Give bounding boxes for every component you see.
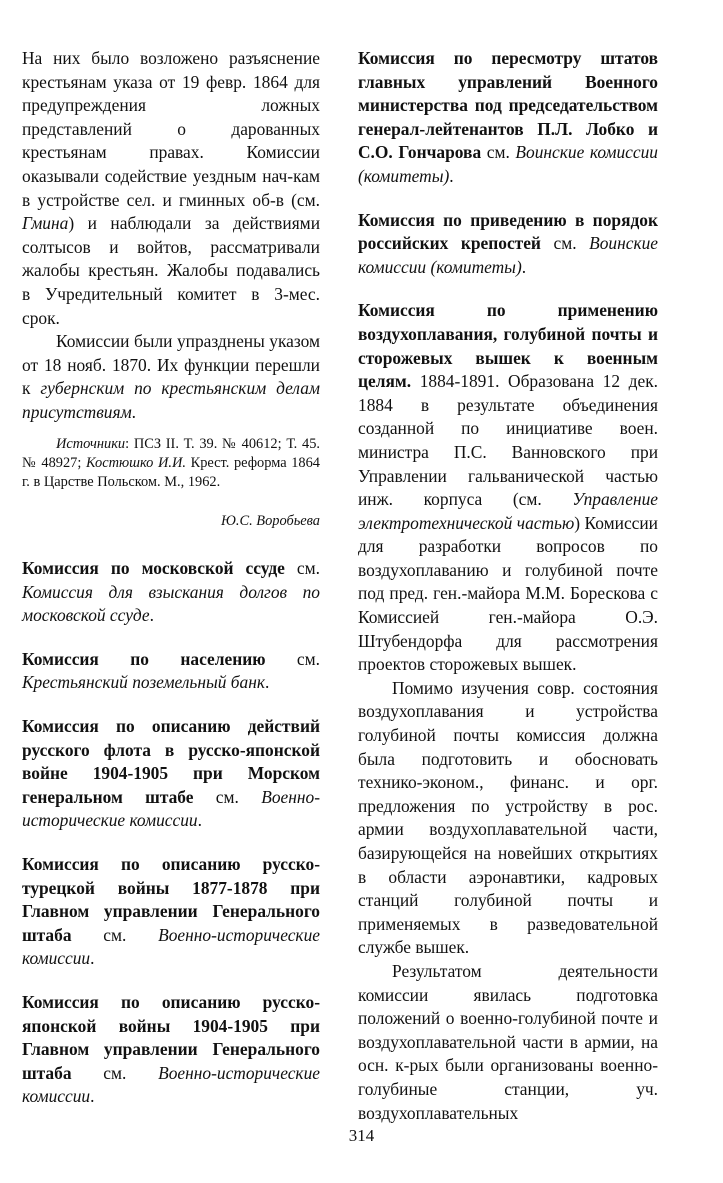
paragraph: Помимо изучения совр. состояния воздухоплавания и устройства голубиной почты комиссия должна была подготовить и обосновать технико-эконом., финанс. и орг. предложения по устройству в рос. армии воздухоплавательной части, базирующейся на новейших открытиях в области аэронавтики, кадровых станций голубиной почты и применяемых в разведовательной службе вышек.: [358, 677, 658, 958]
cross-reference: Воинские комиссии (комитеты): [358, 233, 658, 277]
cross-reference: Комиссия для взыскания долгов по московской ссуде: [22, 581, 320, 626]
cross-reference: губернским по крестьянским делам присутствиям: [22, 378, 320, 422]
paragraph: На них было возложено разъяснение крестьянам указа от 19 февр. 1864 для предупреждения ложных представлений о дарованных крестьянам правах. Комиссии оказывали содействие уездным нач-кам в устройстве сел. и гминных об-в (см. Гмина) и наблюдали за действиями солтысов и войтов, рассматривали жалобы крестьян. Жалобы подавались в Учредительный комитет в 3-мес. срок.: [22, 48, 320, 328]
entry-staff-revision: Комиссия по пересмотру штатов главных управлений Военного министерства под председательством генерал-лейтенантов П.Л. Лобко и С.О. Гончарова см. Воинские комиссии (комитеты).: [358, 48, 658, 186]
author-signature: Ю.С. Воробьева: [221, 512, 320, 529]
cross-reference: Воинские комиссии (комитеты): [358, 142, 658, 186]
cross-reference: Управление электротехнической частью: [358, 489, 658, 533]
cross-reference: Крестьянский поземельный банк: [22, 672, 265, 693]
paragraph: Результатом деятельности комиссии явилась подготовка положений о военно-голубиной почте и воздухоплавательной части в армии, на осн. к-рых были организованы военно-голубиные станции, уч. воздухоплавательных: [358, 960, 658, 1123]
left-column: [22, 47, 320, 1109]
sources-note: Источники: ПСЗ II. Т. 39. № 40612; Т. 45. № 48927; Костюшко И.И. Крест. реформа 1864 г. в Царстве Польском. М., 1962.: [22, 435, 320, 490]
entry-turkish-war: Комиссия по описанию русско-турецкой войны 1877-1878 при Главном управлении Генерального штаба см. Военно-исторические комиссии.: [22, 854, 320, 969]
cross-reference: Гмина: [22, 213, 69, 234]
entry-fortresses: Комиссия по приведению в порядок российских крепостей см. Воинские комиссии (комитеты).: [358, 209, 658, 277]
cross-reference: Военно-исторические комиссии: [22, 786, 320, 831]
entry-aeronautics: Комиссия по применению воздухоплавания, голубиной почты и сторожевых вышек к военным целям. 1884-1891. Образована 12 дек. 1884 в результате объединения созданной по инициативе воен. министра П.С. Ванновского при Управлении гальванической частью инж. корпуса (см. Управление электротехнической частью) Комиссии для разработки вопросов по воздухоплаванию и голубиной почте под пред. ген.-майора М.М. Борескова с Комиссией ген.-майора О.Э. Штубендорфа для рассмотрения проектов сторожевых вышек.: [358, 300, 658, 675]
entry-fleet-description: Комиссия по описанию действий русского флота в русско-японской войне 1904-1905 при Морском генеральном штабе см. Военно-исторические комиссии.: [22, 716, 320, 831]
entry-population: Комиссия по населению см. Крестьянский поземельный банк.: [22, 648, 321, 693]
cross-reference: Военно-исторические комиссии: [22, 924, 320, 969]
right-column: [358, 47, 658, 1125]
cross-reference: Военно-исторические комиссии: [22, 1062, 320, 1107]
entry-japanese-war: Комиссия по описанию русско-японской войны 1904-1905 при Главном управлении Генерального штаба см. Военно-исторические комиссии.: [22, 992, 320, 1107]
page-number: 314: [348, 1126, 375, 1145]
entry-moscow-loan: Комиссия по московской ссуде см. Комиссия для взыскания долгов по московской ссуде.: [22, 558, 320, 626]
paragraph: Комиссии были упразднены указом от 18 нояб. 1870. Их функции перешли к губернским по крестьянским делам присутствиям.: [22, 331, 320, 422]
